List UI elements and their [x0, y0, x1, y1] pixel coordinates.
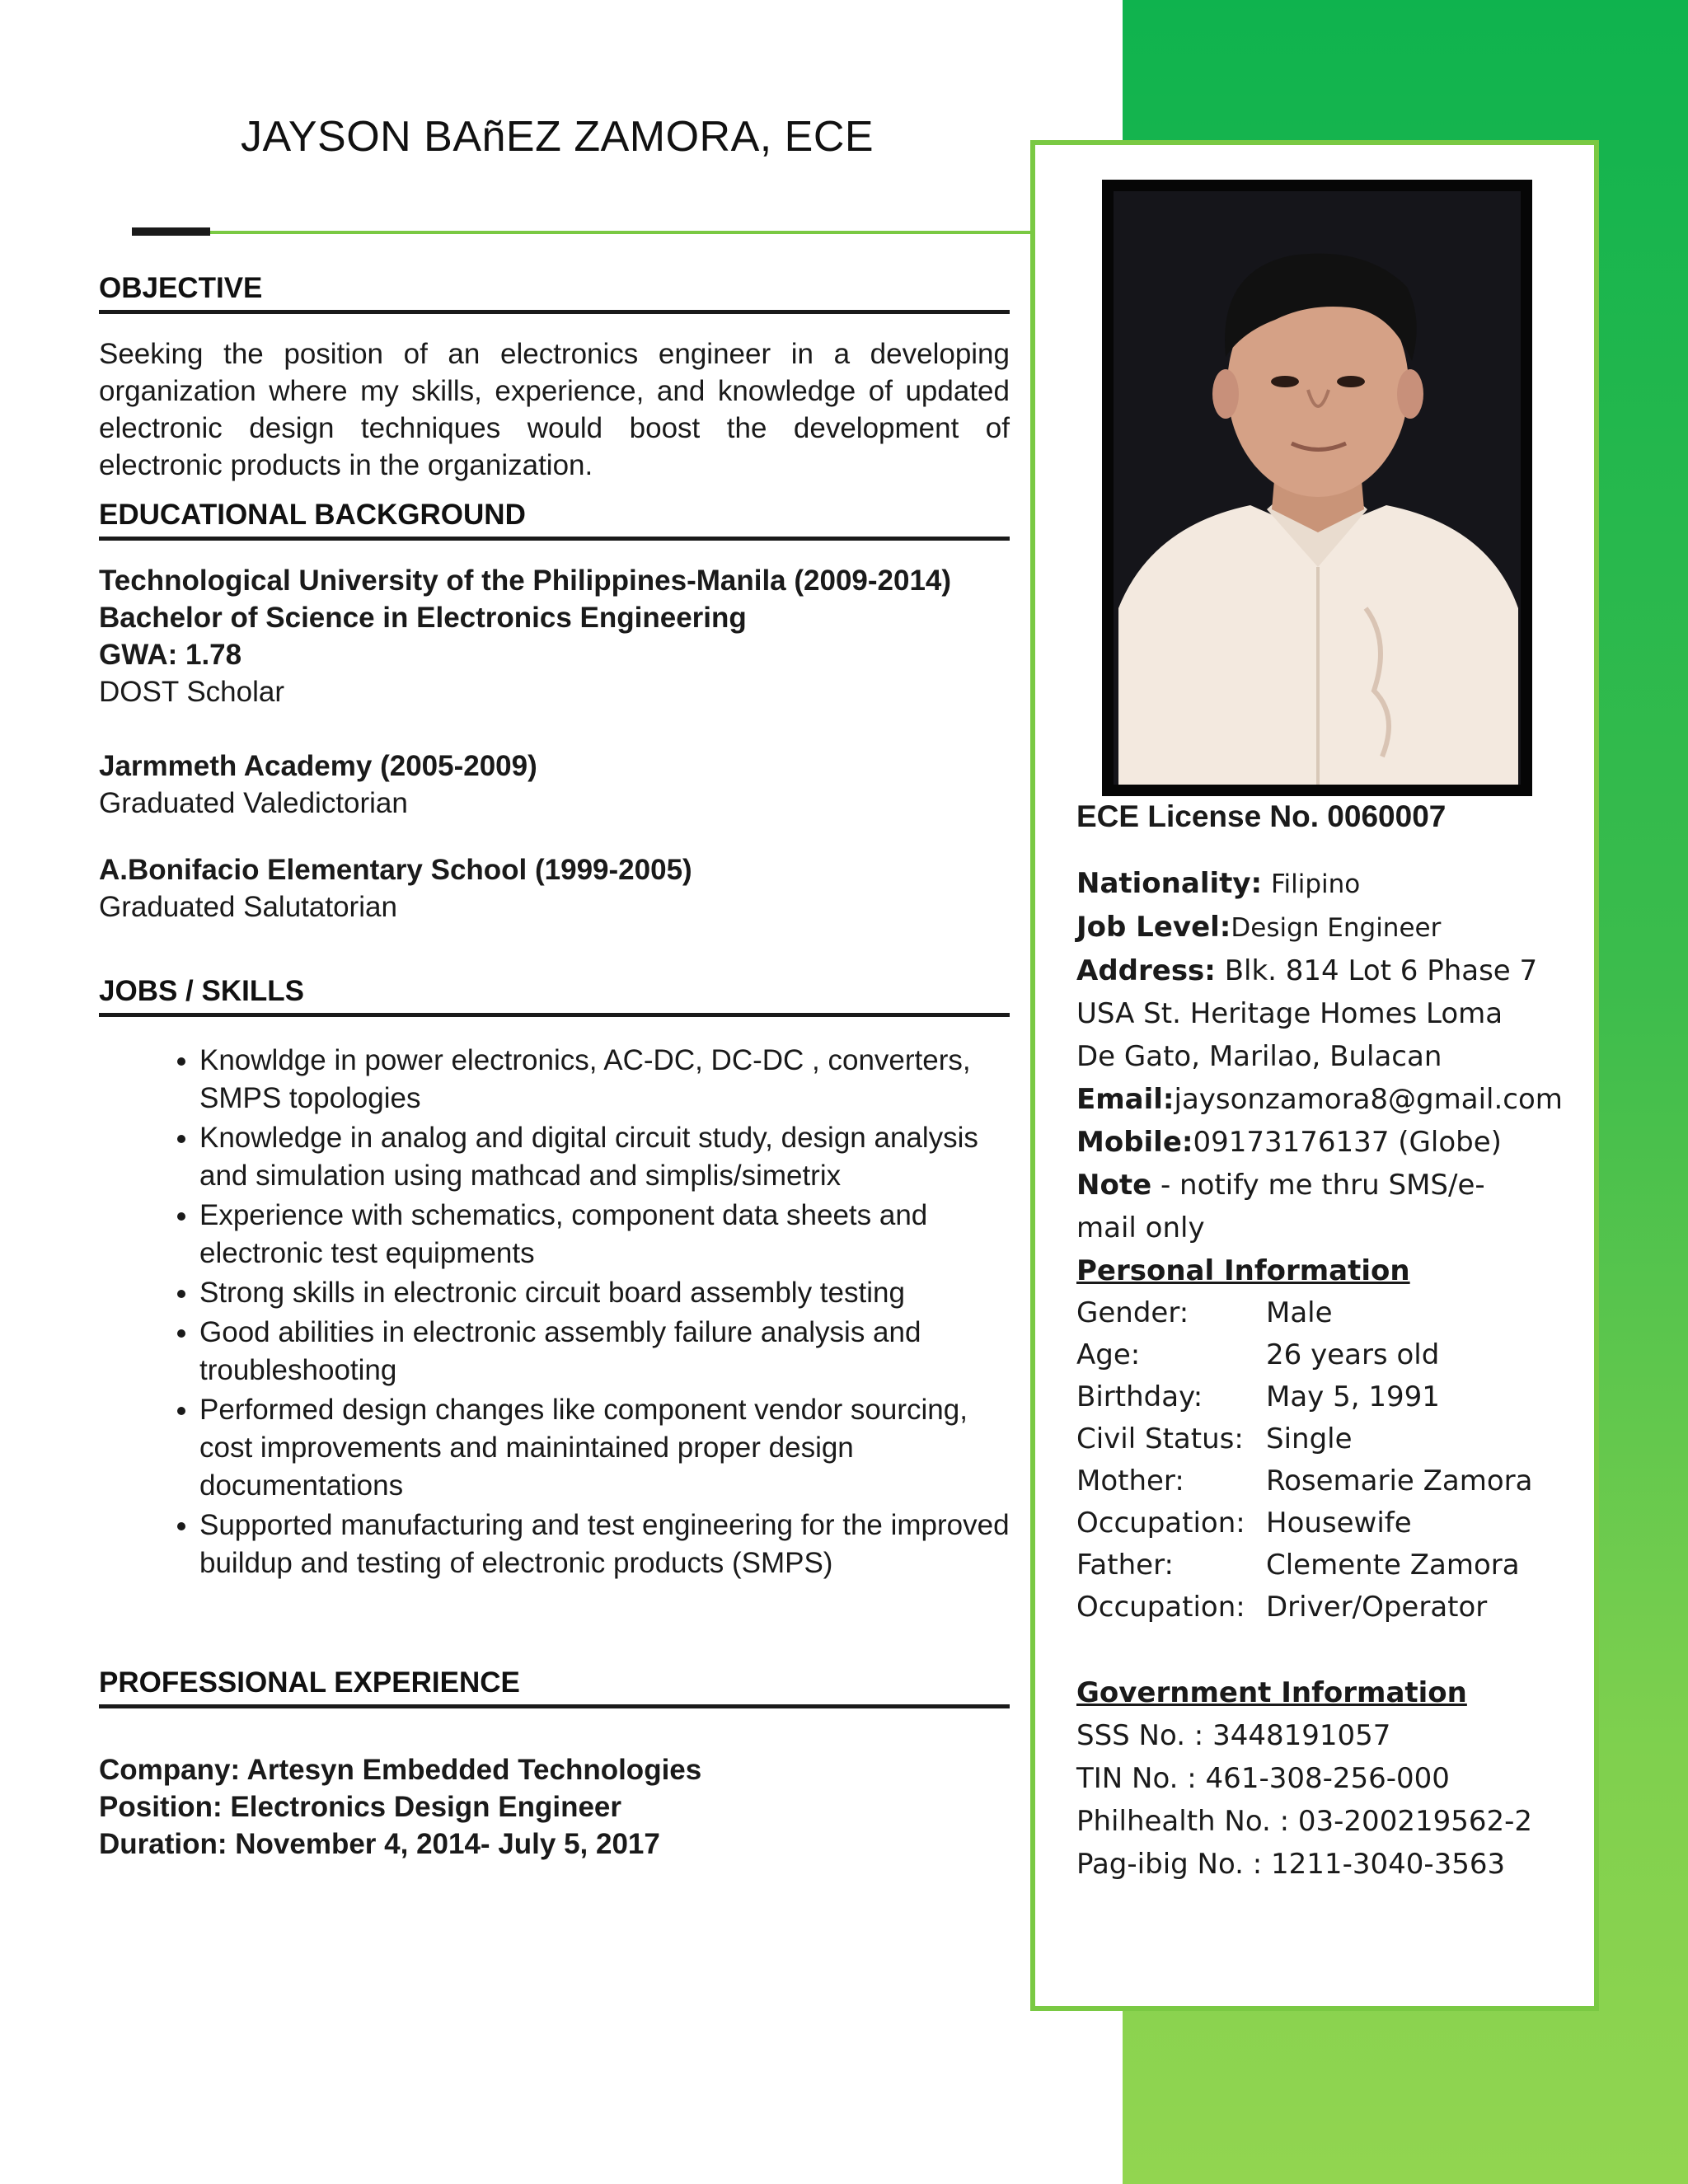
tin-number: TIN No. : 461-308-256-000 — [1076, 1762, 1450, 1795]
list-item: • Supported manufacturing and test engineering for the improved buildup and testing of electronic products (SMPS) — [199, 1507, 1010, 1582]
list-item: • Knowldge in power electronics, AC-DC, DC-DC , converters, SMPS topologies — [199, 1042, 1010, 1118]
email-value: jaysonzamora8@gmail.com — [1174, 1083, 1563, 1116]
government-info-heading: Government Information — [1076, 1676, 1467, 1709]
objective-heading: OBJECTIVE — [99, 272, 1010, 314]
highschool-name: Jarmmeth Academy (2005-2009) — [99, 750, 537, 782]
address-line2: USA St. Heritage Homes Loma — [1076, 997, 1503, 1030]
person-portrait-icon — [1102, 180, 1532, 796]
pagibig-number: Pag-ibig No. : 1211-3040-3563 — [1076, 1848, 1506, 1881]
scholarship: DOST Scholar — [99, 676, 284, 708]
mobile-value: 09173176137 (Globe) — [1193, 1126, 1502, 1159]
skills-list — [99, 1042, 1010, 1582]
address-line3: De Gato, Marilao, Bulacan — [1076, 1040, 1442, 1073]
personal-row: Occupation: Housewife — [1076, 1507, 1412, 1540]
header-rule-accent — [132, 227, 210, 236]
philhealth-number: Philhealth No. : 03-200219562-2 — [1076, 1805, 1533, 1838]
degree: Bachelor of Science in Electronics Engineering — [99, 602, 747, 634]
note-line2: mail only — [1076, 1212, 1205, 1244]
address-row: Address: Blk. 814 Lot 6 Phase 7 — [1076, 954, 1538, 987]
resume-name: JAYSON BAñEZ ZAMORA, ECE — [241, 113, 874, 161]
college-name: Technological University of the Philippines-Manila (2009-2014) — [99, 565, 952, 597]
personal-row: Father: Clemente Zamora — [1076, 1549, 1520, 1582]
personal-row: Age: 26 years old — [1076, 1338, 1440, 1371]
gwa: GWA: 1.78 — [99, 639, 242, 671]
nationality-value: Filipino — [1270, 869, 1361, 899]
experience-section — [99, 1751, 1010, 1863]
education-section — [99, 562, 1010, 926]
nationality-row: Nationality: Filipino — [1076, 867, 1361, 900]
mobile-row: Mobile:09173176137 (Globe) — [1076, 1126, 1502, 1159]
list-item: • Performed design changes like component vendor sourcing, cost improvements and mainintained proper design documentations — [199, 1391, 1010, 1505]
education-heading: EDUCATIONAL BACKGROUND — [99, 499, 1010, 541]
objective-text: Seeking the position of an electronics engineer in a developing organization where my skills, experience, and knowledge of updated electronic design techniques would boost the development of electronic products in the organization. — [99, 338, 1010, 481]
job-level-row: Job Level:Design Engineer — [1076, 911, 1442, 944]
personal-row: Birthday: May 5, 1991 — [1076, 1380, 1440, 1413]
profile-photo — [1102, 180, 1532, 796]
note-text: - notify me thru SMS/e- — [1151, 1169, 1485, 1202]
sss-number: SSS No. : 3448191057 — [1076, 1719, 1391, 1752]
license-number: ECE License No. 0060007 — [1076, 799, 1447, 833]
highschool-award: Graduated Valedictorian — [99, 787, 408, 819]
list-item: • Knowledge in analog and digital circuit study, design analysis and simulation using mathcad and simplis/simetrix — [199, 1119, 1010, 1195]
main-column — [99, 272, 1010, 1863]
list-item: • Strong skills in electronic circuit board assembly testing — [199, 1274, 1010, 1312]
elementary-award: Graduated Salutatorian — [99, 891, 397, 923]
list-item: • Experience with schematics, component data sheets and electronic test equipments — [199, 1197, 1010, 1272]
email-row: Email:jaysonzamora8@gmail.com — [1076, 1083, 1563, 1116]
job-level-value: Design Engineer — [1231, 913, 1442, 943]
list-item: • Good abilities in electronic assembly failure analysis and troubleshooting — [199, 1314, 1010, 1390]
header-rule — [132, 231, 1034, 234]
address-line1: Blk. 814 Lot 6 Phase 7 — [1224, 954, 1538, 987]
personal-row: Civil Status: Single — [1076, 1422, 1353, 1455]
experience-heading: PROFESSIONAL EXPERIENCE — [99, 1666, 1010, 1708]
personal-row: Gender: Male — [1076, 1296, 1333, 1329]
company: Company: Artesyn Embedded Technologies — [99, 1754, 702, 1786]
sidebar-details — [1076, 799, 1604, 1886]
position: Position: Electronics Design Engineer — [99, 1791, 622, 1823]
personal-info-heading: Personal Information — [1076, 1254, 1410, 1287]
elementary-name: A.Bonifacio Elementary School (1999-2005) — [99, 854, 692, 886]
personal-row: Occupation: Driver/Operator — [1076, 1591, 1488, 1624]
skills-heading: JOBS / SKILLS — [99, 975, 1010, 1017]
note-row: Note - notify me thru SMS/e- — [1076, 1169, 1485, 1202]
personal-row: Mother: Rosemarie Zamora — [1076, 1465, 1533, 1497]
duration: Duration: November 4, 2014- July 5, 2017 — [99, 1828, 660, 1860]
